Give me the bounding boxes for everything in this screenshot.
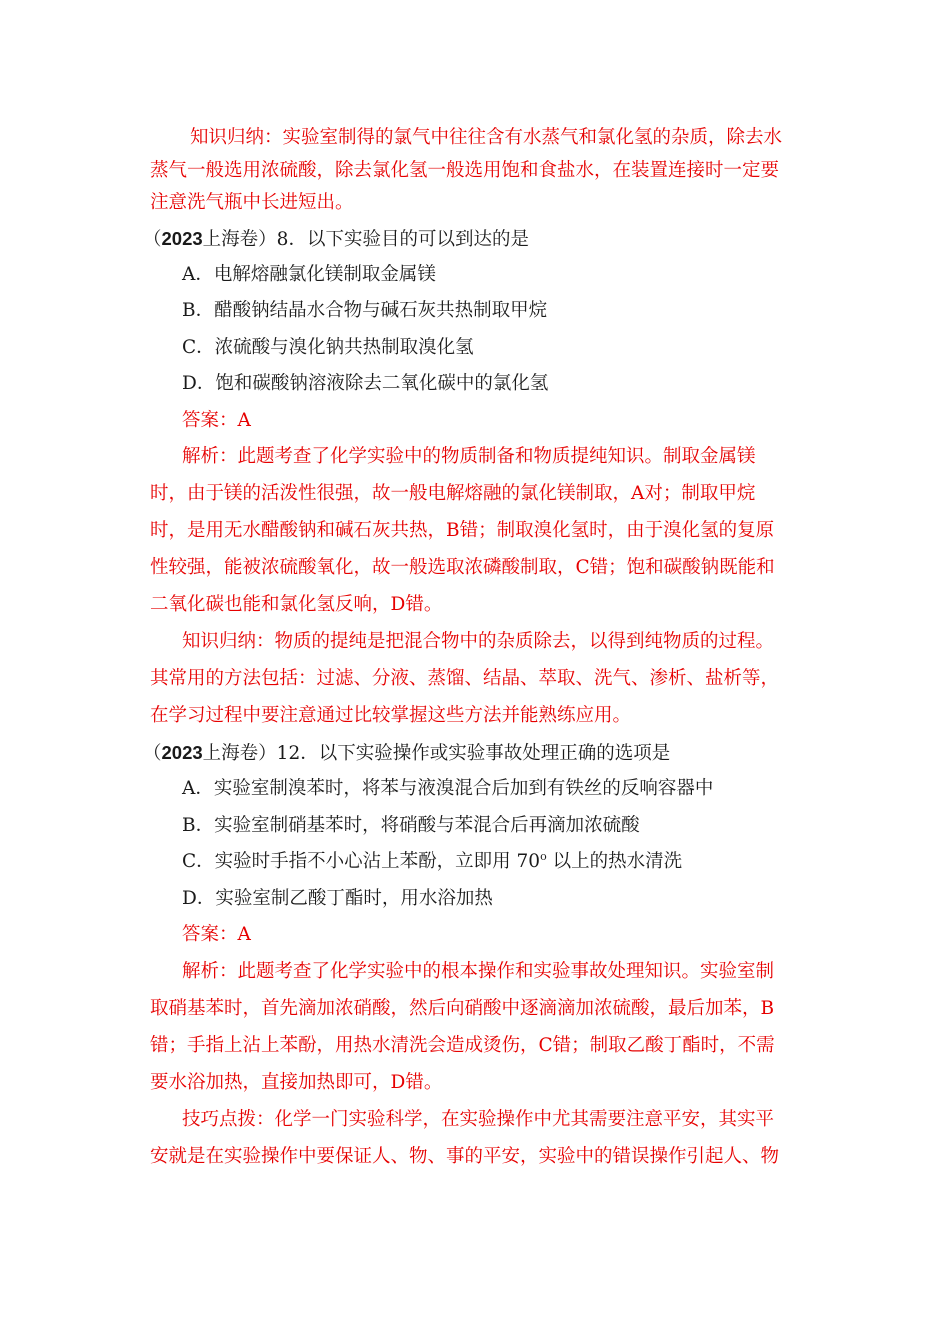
question-12-analysis-line-3: 错；手指上沾上苯酚，用热水清洗会造成烫伤，C错；制取乙酸丁酯时，不需 [150,1035,775,1056]
question-year: 2023 [161,228,203,249]
question-8-analysis-line-4: 性较强，能被浓硫酸氧化，故一般选取浓磷酸制取，C错；饱和碳酸钠既能和 [150,557,775,578]
question-12-answer: 答案：A [182,924,251,945]
question-12-analysis-line-2: 取硝基苯时，首先滴加浓硝酸，然后向硝酸中逐滴滴加浓硫酸，最后加苯，B [150,998,775,1019]
question-12-analysis-line-4: 要水浴加热，直接加热即可，D错。 [150,1072,443,1093]
question-8-answer: 答案：A [182,410,251,431]
question-12-tips-line-1: 技巧点拨：化学一门实验科学，在实验操作中尤其需要注意平安，其实平 [182,1109,775,1130]
degree-mark: o [540,850,547,863]
question-12-option-a: A．实验室制溴苯时，将苯与液溴混合后加到有铁丝的反响容器中 [182,778,714,799]
question-8-option-c: C．浓硫酸与溴化钠共热制取溴化氢 [182,337,474,358]
question-8-summary-line-2: 其常用的方法包括：过滤、分液、蒸馏、结晶、萃取、洗气、渗析、盐析等， [150,668,780,689]
question-8-option-b: B．醋酸钠结晶水合物与碱石灰共热制取甲烷 [182,300,548,321]
question-year: 2023 [161,742,203,763]
question-12-option-c: C．实验时手指不小心沾上苯酚，立即用 70$^o$ 以上的热水清洗 [182,850,683,872]
knowledge-summary-line-1: 知识归纳：实验室制得的氯气中往往含有水蒸气和氯化氢的杂质，除去水 [190,127,783,148]
question-8-analysis-line-5: 二氧化碳也能和氯化氢反响，D错。 [150,594,443,615]
question-8-option-a: A．电解熔融氯化镁制取金属镁 [182,264,436,285]
knowledge-summary-line-3: 注意洗气瓶中长进短出。 [150,192,354,213]
question-12-tips-line-2: 安就是在实验操作中要保证人、物、事的平安，实验中的错误操作引起人、物 [150,1146,780,1167]
question-8-title: （2023上海卷）8．以下实验目的可以到达的是 [143,228,529,250]
question-8-analysis-line-3: 时，是用无水醋酸钠和碱石灰共热，B错；制取溴化氢时，由于溴化氢的复原 [150,520,775,541]
question-12-analysis-line-1: 解析：此题考查了化学实验中的根本操作和实验事故处理知识。实验室制 [182,961,775,982]
knowledge-summary-line-2: 蒸气一般选用浓硫酸，除去氯化氢一般选用饱和食盐水，在装置连接时一定要 [150,160,780,181]
question-8-option-d: D．饱和碳酸钠溶液除去二氧化碳中的氯化氢 [182,373,549,394]
question-8-analysis-line-2: 时，由于镁的活泼性很强，故一般电解熔融的氯化镁制取，A对；制取甲烷 [150,483,756,504]
question-8-analysis-line-1: 解析：此题考查了化学实验中的物质制备和物质提纯知识。制取金属镁 [182,446,756,467]
question-12-title: （2023上海卷）12．以下实验操作或实验事故处理正确的选项是 [143,742,671,764]
question-12-option-b: B．实验室制硝基苯时，将硝酸与苯混合后再滴加浓硫酸 [182,815,640,836]
question-12-option-d: D．实验室制乙酸丁酯时，用水浴加热 [182,888,493,909]
question-8-summary-line-3: 在学习过程中要注意通过比较掌握这些方法并能熟练应用。 [150,705,632,726]
question-8-summary-line-1: 知识归纳：物质的提纯是把混合物中的杂质除去，以得到纯物质的过程。 [182,631,775,652]
